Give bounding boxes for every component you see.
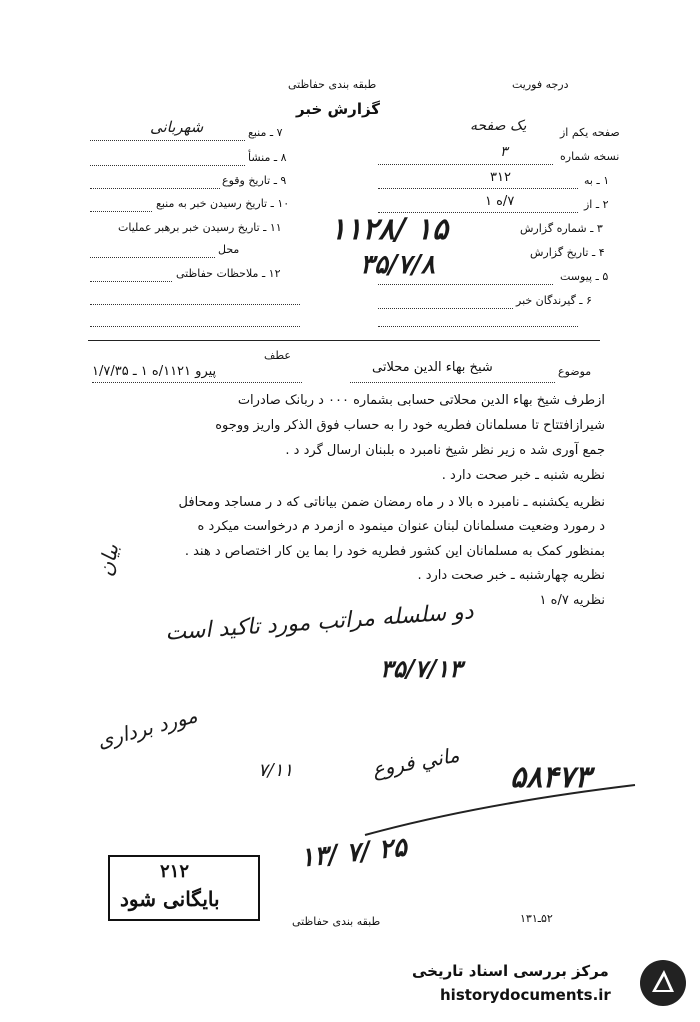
field-received-source-line <box>90 211 152 212</box>
body-line: ازطرف شیخ بهاء الدین محلاتی حسابی بشماره ۰۰۰ د ربانک صادرات <box>237 393 605 408</box>
handwritten-note-instruction: دو سلسله مراتب مورد تاکید است <box>164 599 475 646</box>
subject-label: موضوع <box>558 365 592 378</box>
watermark-title: مرکز بررسی اسناد تاریخی <box>412 962 609 980</box>
field-recipients-label: ۶ ـ گیرندگان خبر <box>516 294 592 307</box>
handwritten-date: ۳۵/۷/۱۳ <box>380 654 462 683</box>
field-to-line <box>378 188 578 189</box>
field-extra-line-1 <box>90 304 300 305</box>
field-attachment-label: ۵ ـ پیوست <box>560 270 609 283</box>
reference-label: عطف <box>264 349 291 362</box>
field-from-value: ۷/ه ۱ <box>485 194 515 209</box>
field-source-label: ۷ ـ منبع <box>248 126 283 139</box>
field-source-value: شهربانی <box>150 118 204 136</box>
handwritten-note-side: بیان <box>93 541 124 579</box>
field-from-label: ۲ ـ از <box>584 198 609 211</box>
handwritten-number: ۵۸۴۷۳ <box>510 760 591 795</box>
field-report-date-value: ۳۵/۷/۸ <box>360 250 435 280</box>
classification-top: طبقه بندی حفاظتی <box>288 78 377 91</box>
field-extra-line-2 <box>90 326 300 327</box>
classification-bottom: طبقه بندی حفاظتی <box>292 915 381 928</box>
body-line: نظریه چهارشنبه ـ خبر صحت دارد . <box>417 568 605 583</box>
field-origin-label: ۸ ـ منشأ <box>248 151 287 164</box>
stamp-number: ۲۱۲ <box>160 861 190 882</box>
field-origin-line <box>90 165 245 166</box>
form-code: ۵۲ـ۱۳۱ <box>520 912 553 925</box>
field-source-line <box>90 140 245 141</box>
separator <box>88 340 600 341</box>
field-security-label: ۱۲ ـ ملاحظات حفاظتی <box>176 267 281 280</box>
field-report-date-label: ۴ ـ تاریخ گزارش <box>530 246 605 259</box>
field-to-label: ۱ ـ به <box>584 174 610 187</box>
handwritten-signature: ماني فروع <box>370 742 462 782</box>
body-line: جمع آوری شد ه زیر نظر شیخ نامبرد ه بلبنان ارسال گرد د . <box>285 443 605 458</box>
field-recipients-line <box>378 308 513 309</box>
field-security-line <box>90 281 172 282</box>
field-attachment-line <box>378 284 553 285</box>
field-place-line <box>90 257 215 258</box>
watermark-url: historydocuments.ir <box>440 986 611 1004</box>
watermark-logo-icon <box>640 960 686 1006</box>
body-line: نظریه شنبه ـ خبر صحت دارد . <box>441 468 605 483</box>
field-report-number-label: ۳ ـ شماره گزارش <box>520 222 603 235</box>
stamp-text: بایگانی شود <box>120 887 220 911</box>
field-received-leader-label: ۱۱ ـ تاریخ رسیدن خبر برهبر عملیات <box>118 221 282 234</box>
field-page-value: یک صفحه <box>470 118 527 134</box>
field-occurrence-label: ۹ ـ تاریخ وقوع <box>222 174 287 187</box>
body-line: د رمورد وضعیت مسلمانان لبنان عنوان مینمود ه ازمرد م درخواست میکرد ه <box>197 519 605 534</box>
field-place-label: محل <box>218 243 240 256</box>
field-copy-label: نسخه شماره <box>560 150 620 163</box>
field-to-value: ۳۱۲ <box>490 170 511 185</box>
handwritten-date-3: ۱۳/ ۷/ ۲۵ <box>298 832 409 874</box>
body-line: شیرازافتتاح تا مسلمانان فطریه خود را به حساب فوق الذکر واریز ووجوه <box>215 418 605 433</box>
field-recipients-line-2 <box>378 326 578 327</box>
field-occurrence-line <box>90 188 220 189</box>
field-received-source-label: ۱۰ ـ تاریخ رسیدن خبر به منبع <box>156 197 290 210</box>
handwritten-note-copy: مورد برداری <box>94 703 200 753</box>
handwritten-date-2: ۷/۱۱ <box>258 760 294 781</box>
reference-value: پیرو ۱۱۲۱/ه ۱ ـ ۱/۷/۳۵ <box>92 364 217 379</box>
handwritten-stroke <box>360 780 640 840</box>
subject-value: شیخ بهاء الدین محلاتی <box>372 360 493 375</box>
priority-label: درجه فوریت <box>512 78 569 91</box>
field-copy-line <box>378 164 553 165</box>
field-report-number-value: ۱۱۲۸/ ۱۵ <box>330 212 449 247</box>
archive-stamp <box>108 855 260 921</box>
body-line: بمنظور کمک به مسلمانان این کشور فطریه خود را بما ین کار اختصاص د هند . <box>184 544 605 559</box>
reference-line <box>92 382 302 383</box>
subject-line <box>350 382 555 383</box>
report-title: گزارش خبر <box>296 100 381 118</box>
field-copy-value: ۳ <box>500 144 508 160</box>
body-line: نظریه یکشنبه ـ نامبرد ه بالا د ر ماه رمضان ضمن بیاناتی که د ر مساجد ومحافل <box>178 495 605 510</box>
field-page-label: صفحه یکم از <box>560 126 620 139</box>
body-line: نظریه ۷/ه ۱ <box>539 593 605 608</box>
